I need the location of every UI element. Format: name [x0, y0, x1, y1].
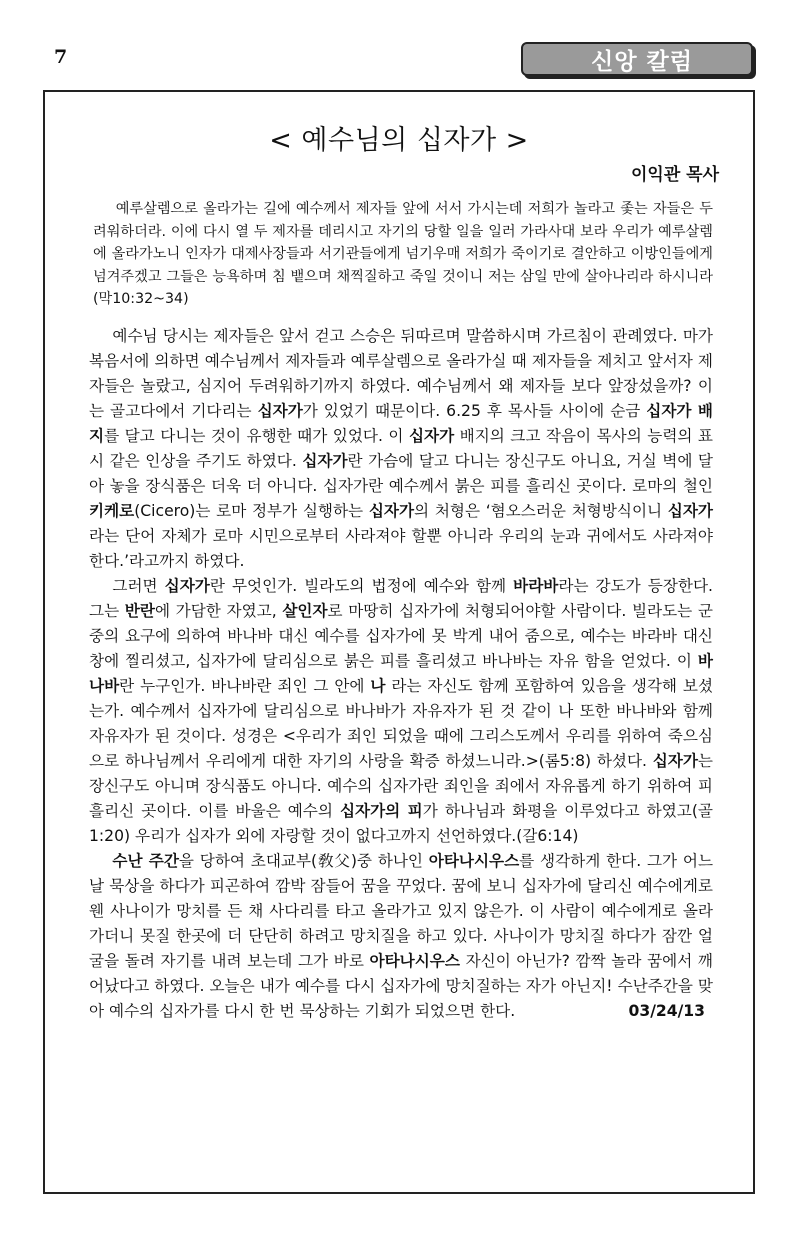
paragraph-1: 예수님 당시는 제자들은 앞서 걷고 스승은 뒤따르며 말씀하시며 가르침이 관례였다. 마가복음서에 의하면 예수님께서 제자들과 예루살렘으로 올라가실 때 제자들을 제치고 앞서자 제자들은 놀랐고, 심지어 두려워하기까지 하였다. 예수님께서 왜 제자들 보다 앞장섰을까? 이는 골고다에서 기다리는 십자가가 있었기 때문이다. 6.25 후 목사들 사이에 순금 십자가 배지를 달고 다니는 것이 유행한 때가 있었다. 이 십자가 배지의 크고 작음이 목사의 능력의 표시 같은 인상을 주기도 하였다. 십자가란 가슴에 달고 다니는 장신구도 아니요, 거실 벽에 달아 놓을 장식품은 더욱 더 아니다. 십자가란 예수께서 붉은 피를 흘리신 곳이다. 로마의 철인 키케로(Cicero)는 로마 정부가 실행하는 십자가의 처형은 ‘혐오스러운 처형방식이니 십자가라는 단어 자체가 로마 시민으로부터 사라져야 할뿐 아니라 우리의 눈과 귀에서도 사라져야 한다.’라고까지 하였다. — [89, 327, 713, 570]
article-body — [89, 324, 713, 1024]
paragraph-2: 그러면 십자가란 무엇인가. 빌라도의 법정에 예수와 함께 바라바라는 강도가 등장한다. 그는 반란에 가담한 자였고, 살인자로 마땅히 십자가에 처형되어야할 사람이다. 빌라도는 군중의 요구에 의하여 바나바 대신 예수를 십자가에 못 박게 내어 줌으로, 예수는 바라바 대신 창에 찔리셨고, 십자가에 달리심으로 붉은 피를 흘리셨고 바나바는 자유 함을 얻었다. 이 바나바란 누구인가. 바나바란 죄인 그 안에 나 라는 자신도 함께 포함하여 있음을 생각해 보셨는가. 예수께서 십자가에 달리심으로 바나바가 자유자가 된 것 같이 나 또한 바나바와 함께 자유자가 된 것이다. 성경은 <우리가 죄인 되었을 때에 그리스도께서 우리를 위하여 죽으심으로 하나님께서 우리에게 대한 자기의 사랑을 확증 하셨느니라.>(롬5:8) 하셨다. 십자가는 장신구도 아니며 장식품도 아니다. 예수의 십자가란 죄인을 죄에서 자유롭게 하기 위하여 피 흘리신 곳이다. 이를 바울은 예수의 십자가의 피가 하나님과 화평을 이루었다고 하였고(골1:20) 우리가 십자가 외에 자랑할 것이 없다고까지 선언하였다.(갈6:14) — [89, 577, 714, 845]
page-number: 7 — [54, 46, 68, 68]
scripture-quote: 예루살렘으로 올라가는 길에 예수께서 제자들 앞에 서서 가시는데 저희가 놀라고 좇는 자들은 두려워하더라. 이에 다시 열 두 제자를 데리시고 자기의 당할 일을 일러 가라사대 보라 우리가 예루살렘에 올라가노니 인자가 대제사장들과 서기관들에게 넘기우매 저희가 죽이기로 결안하고 이방인들에게 넘겨주겠고 그들은 능욕하며 침 뱉으며 채찍질하고 죽일 것이니 저는 삼일 만에 살아나리라 하시니라(막10:32~34) — [93, 201, 713, 307]
article-date: 03/24/13 — [628, 1002, 705, 1020]
article-frame — [43, 90, 755, 1194]
article-author: 이익관 목사 — [630, 165, 719, 185]
column-label: 신앙 칼럼 — [521, 42, 753, 76]
paragraph-3: 수난 주간을 당하여 초대교부(敎父)중 하나인 아타나시우스를 생각하게 한다. 그가 어느 날 묵상을 하다가 피곤하여 깜박 잠들어 꿈을 꾸었다. 꿈에 보니 십자가에 달리신 예수에게로 웬 사나이가 망치를 든 채 사다리를 타고 올라가고 있지 않은가. 이 사람이 예수에게로 올라가더니 못질 한곳에 더 단단히 하려고 망치질을 하고 있다. 사나이가 망치질 하다가 잠깐 얼굴을 돌려 자기를 내려 보는데 그가 바로 아타나시우스 자신이 아닌가? 깜짝 놀라 꿈에서 깨어났다고 하였다. 오늘은 내가 예수를 다시 십자가에 망치질하는 자가 아닌지! 수난주간을 맞아 예수의 십자가를 다시 한 번 묵상하는 기회가 되었으면 한다. — [89, 852, 714, 1020]
article-title: < 예수님의 십자가 > — [269, 125, 529, 156]
